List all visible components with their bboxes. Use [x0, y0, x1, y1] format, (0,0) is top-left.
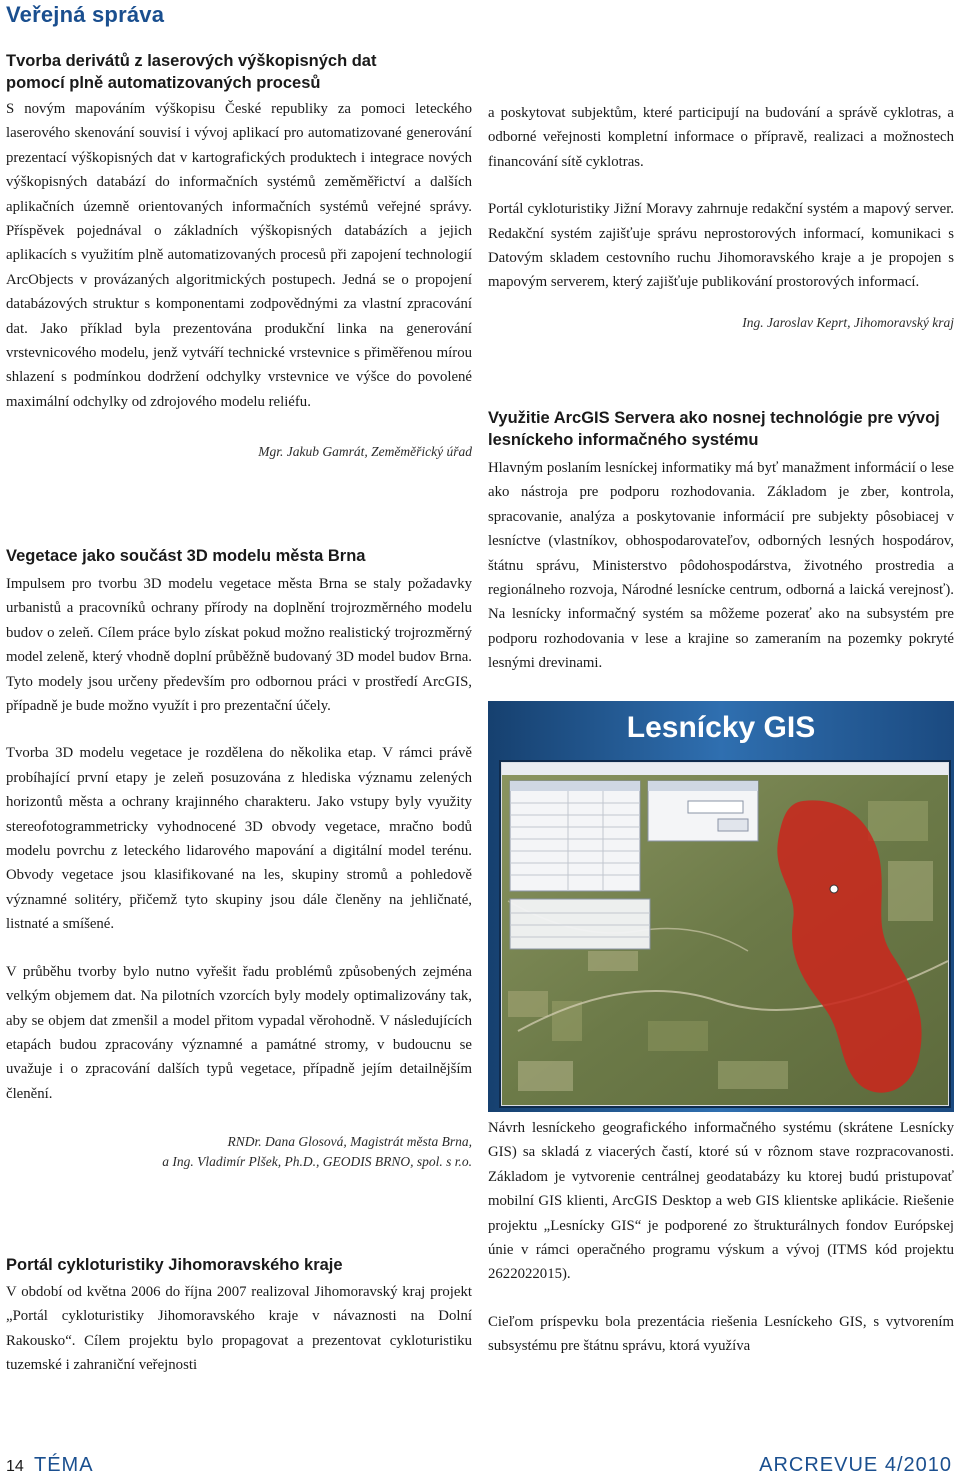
article-lesnicky-continued	[488, 1116, 954, 1359]
article-paragraph: Portál cykloturistiky Jižní Moravy zahrnuje redakční systém a mapový server. Redakční systém zajišťuje správu neprostorových informací, komunikaci s Datovým skladem cestovního ruchu Jihomoravského kraje a je propojen s mapovým serverem, který zajišťuje publikování prostorových informací.	[488, 201, 954, 291]
article-laser	[6, 50, 472, 462]
page-number: 14	[6, 1458, 24, 1475]
article-paragraph: a poskytovat subjektům, které participují na budování a správě cyklotras, a odborné veřejnosti kompletní informace o přípravě, realizaci a možnostech financování sítě cyklotras.	[488, 105, 954, 170]
footer-issue: ARCREVUE 4/2010	[759, 1454, 952, 1476]
lesnicky-gis-screenshot	[488, 701, 954, 1112]
article-paragraph: Návrh lesníckeho geografického informačného systému (skrátene Lesnícky GIS) sa skladá z viacerých častí, ktoré sú v rôznom stave rozpracovanosti. Základom je vytvorenie centrálnej geodatabázy ku ktorej budú pristupovať mobilní GIS klienti, ArcGIS Desktop a web GIS klientske aplikácie. Riešenie projektu „Lesnícky GIS“ je podporené zo štrukturálnych fondov Európskej únie v rámci operačného programu výskum a vývoj (ITMS kód projektu 2622022015).	[488, 1120, 954, 1283]
page-section-title: Veřejná správa	[6, 2, 165, 27]
article-vegetace	[6, 545, 472, 1172]
article-author: a Ing. Vladimír Plšek, Ph.D., GEODIS BRNO, spol. s r.o.	[162, 1154, 472, 1170]
article-paragraph: V průběhu tvorby bylo nutno vyřešit řadu problémů způsobených zejména velkým objemem dat. Na pilotních vzorcích byly modely optimalizovány tak, aby se objem dat zmenšil a model přitom vypadal věrohodně. V následujících etapách budou zpracovány významné a památné stromy, v budoucnu se uvažuje i o zpracování dalších typů vegetace, případně jejím detailnějším členění.	[6, 963, 472, 1102]
article-paragraph: S novým mapováním výškopisu České republiky za pomoci leteckého laserového skenování souvisí i vývoj aplikací pro automatizované generování prezentací výškopisných dat v kartografických produktech i integrace nových výškopisných databází do informačních systémů zeměměřictví a dalších aplikačních územně orientovaných informačních systémů veřejné správy. Příspěvek pojednával o základních výškopisných databázích a jejich aplikacích s využitím plně automatizovaných procesů při zapojení technologií ArcObjects v provázaných algoritmických postupech. Jedná se o propojení databázových struktur s komponentami zodpovědnými za vlastní zpracování dat. Jako příklad byla prezentována produkční linka na generování vrstevnicového modelu, jenž vytváří technické vrstevnice s přiměřenou mírou shlazení s podmínkou dodržení odchylky vrstevnice ve výšce do povolené maximální odchylky od zdrojového modelu reliéfu.	[6, 101, 472, 410]
article-title: Portál cykloturistiky Jihomoravského kraje	[6, 1256, 343, 1274]
article-author: RNDr. Dana Glosová, Magistrát města Brna,	[227, 1134, 472, 1150]
page-footer	[6, 1452, 952, 1478]
figure-title: Lesnícky GIS	[626, 711, 816, 744]
article-author: Mgr. Jakub Gamrát, Zeměměřický úřad	[258, 444, 472, 460]
article-author: Ing. Jaroslav Keprt, Jihomoravský kraj	[742, 314, 954, 330]
article-paragraph: Cieľom príspevku bola prezentácia riešenia Lesníckeho GIS, s vytvorením subsystému pre štátnu správu, ktorá využíva	[488, 1313, 954, 1355]
footer-section: TÉMA	[34, 1454, 94, 1476]
lesnicky-gis-figure	[488, 701, 954, 1112]
article-paragraph: V období od května 2006 do října 2007 realizoval Jihomoravský kraj projekt „Portál cykloturistiky Jihomoravského kraje v návaznosti na Dolní Rakousko“. Cílem projektu bylo propagovat a prezentovat cykloturistiku tuzemské i zahraniční veřejnosti	[6, 1284, 472, 1374]
article-title: Využitie ArcGIS Servera ako nosnej technológie pre vývoj lesníckeho informačného systému	[488, 409, 940, 449]
article-paragraph: Impulsem pro tvorbu 3D modelu vegetace města Brna se staly požadavky urbanistů a pracovníků ochrany přírody na doplnění trojrozměrného modelu budov o zeleň. Cílem práce bylo získat pokud možno realistický trojrozměrný model zeleně, který vhodně doplní průběžně budovaný 3D model budov Brna. Tyto modely jsou určeny především pro odbornou práci v prostředí ArcGIS, případně je bude možno využít i pro prezentační účely.	[6, 576, 472, 715]
article-lesnicky	[488, 407, 954, 676]
article-paragraph: Hlavným poslaním lesníckej informatiky má byť manažment informácií o lese ako nástroja pre podporu rozhodovania. Základom je zber, kontrola, spracovanie, analýza a poskytovanie informácií pre subjekty pôsobiacej v lesníctve (vlastníkov, obhospodarovateľov, odborných lesných hospodárov, štátnu správu, Ministerstvo pôdohospodárstva, životného prostredia a regionálneho rozvoja, Národné lesnícke centrum, odborná a laická verejnosť). Na lesnícky informačný systém sa môžeme pozerať ako na subsystém pre podporu rozhodovania v lese a krajine so zameraním na pozemky pokryté lesnými drevinami.	[488, 460, 954, 672]
article-title: Vegetace jako součást 3D modelu města Brna	[6, 547, 366, 565]
article-title: Tvorba derivátů z laserových výškopisných dat pomocí plně automatizovaných procesů	[6, 52, 377, 92]
article-cyklo-continued	[488, 101, 954, 333]
article-paragraph: Tvorba 3D modelu vegetace je rozdělena do několika etap. V rámci právě probíhající první etapy je zeleň posuzována z hlediska významu zelených horizontů města a ochrany krajinného charakteru. Jako vstupy byly využity stereofotogrammetricky vyhodnocené 3D obvody vegetace, mračno bodů modelu povrchu z leteckého lidarového mapování a digitální model terénu. Obvody vegetace jsou klasifikované na les, skupiny stromů a pohledově významné solitéry, přičemž tyto skupiny jsou dále členěny na jehličnaté, listnaté a smíšené.	[6, 745, 472, 933]
article-cyklo	[6, 1254, 472, 1378]
